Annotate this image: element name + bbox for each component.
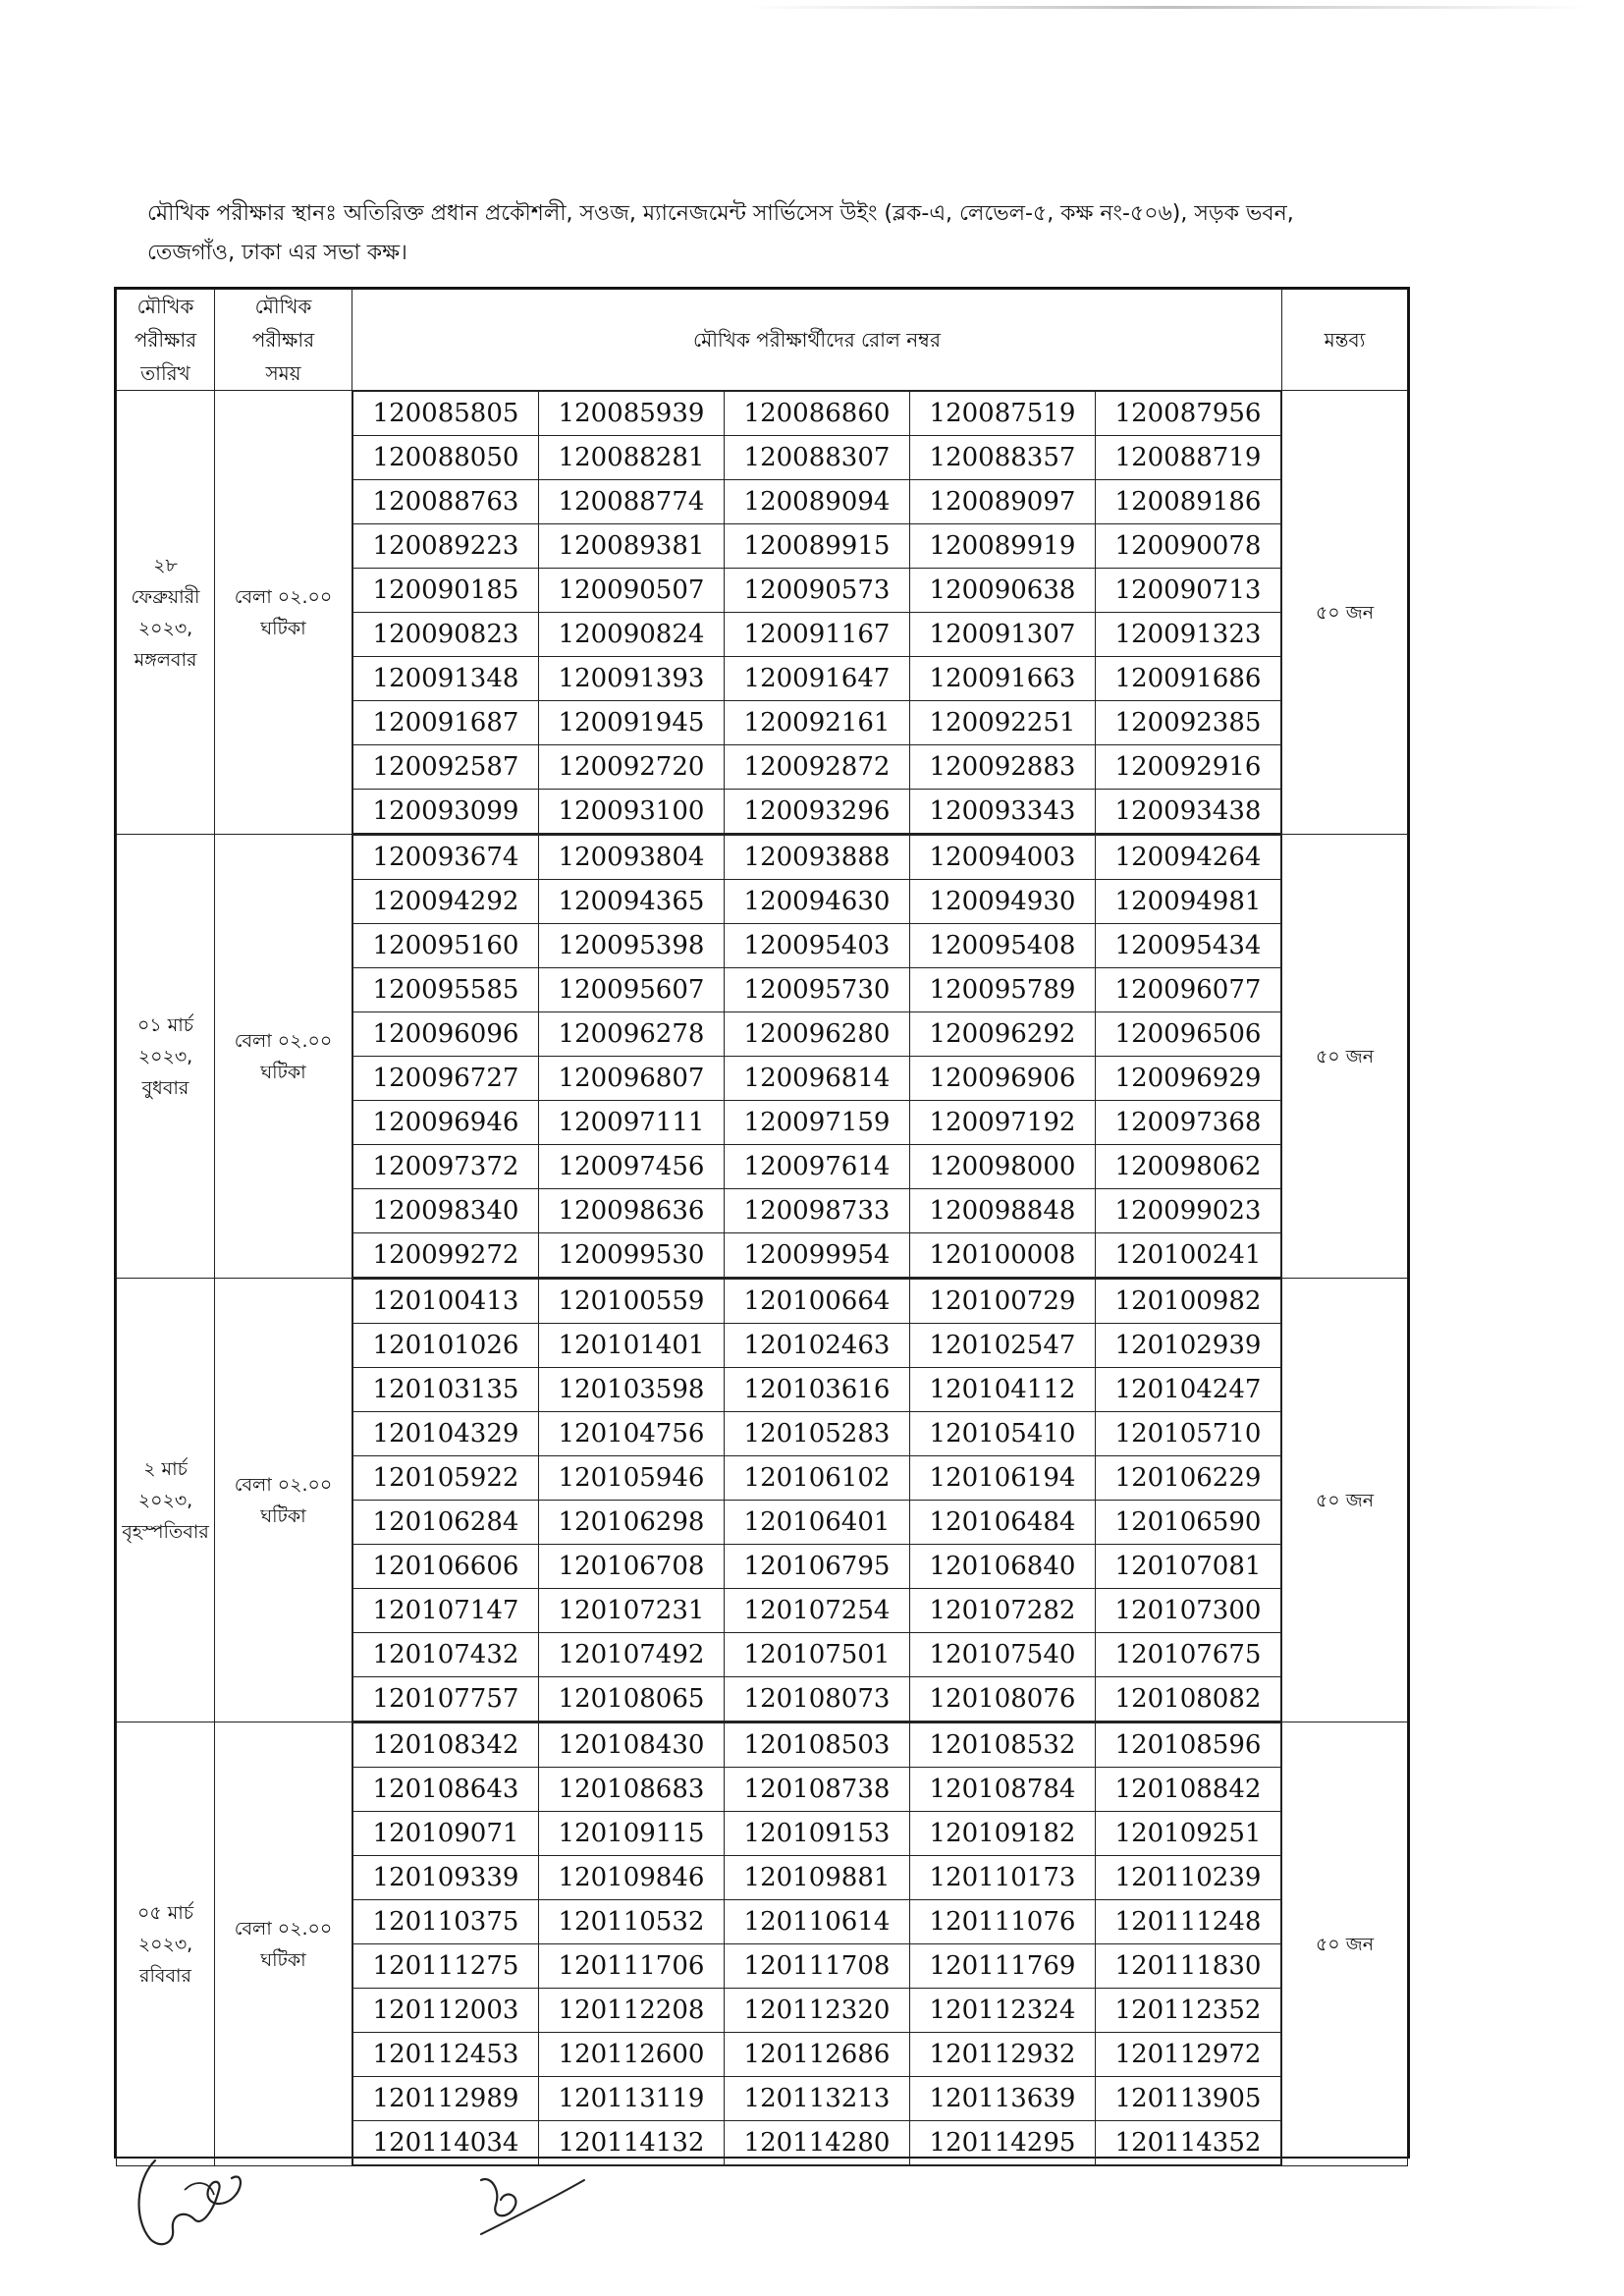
roll-number: 120102547 <box>910 1324 1096 1368</box>
roll-number: 120096946 <box>353 1101 539 1145</box>
roll-number: 120096292 <box>910 1012 1096 1057</box>
exam-date-line: ০১ মার্চ <box>136 1013 194 1036</box>
roll-number: 120093343 <box>910 790 1096 834</box>
roll-number: 120108643 <box>353 1768 539 1812</box>
roll-number: 120086860 <box>725 392 910 436</box>
roll-number: 120108738 <box>725 1768 910 1812</box>
schedule-group-row <box>117 391 1408 835</box>
schedule-group-row <box>117 1722 1408 2166</box>
roll-number: 120110375 <box>353 1900 539 1944</box>
roll-numbers-cell <box>352 1279 1282 1722</box>
roll-number: 120108430 <box>539 1723 725 1768</box>
roll-number: 120095408 <box>910 924 1096 968</box>
scan-artifact <box>746 6 1591 9</box>
roll-number: 120109153 <box>725 1812 910 1856</box>
roll-number: 120095160 <box>353 924 539 968</box>
roll-number: 120106795 <box>725 1545 910 1589</box>
roll-number: 120094003 <box>910 836 1096 880</box>
table-row <box>353 1633 1281 1677</box>
roll-number: 120097614 <box>725 1145 910 1189</box>
roll-number: 120114132 <box>539 2121 725 2165</box>
table-row <box>353 657 1281 701</box>
roll-number: 120088774 <box>539 480 725 524</box>
exam-date-line: ২৮ ফেব্রুয়ারী <box>131 554 200 608</box>
roll-number: 120107254 <box>725 1589 910 1633</box>
table-row <box>353 701 1281 745</box>
roll-number: 120092916 <box>1096 745 1281 790</box>
roll-number: 120108842 <box>1096 1768 1281 1812</box>
roll-number: 120089094 <box>725 480 910 524</box>
roll-number: 120106401 <box>725 1501 910 1545</box>
roll-number: 120092587 <box>353 745 539 790</box>
roll-number: 120110173 <box>910 1856 1096 1900</box>
roll-number: 120110239 <box>1096 1856 1281 1900</box>
roll-number-grid <box>352 1279 1281 1722</box>
table-row <box>353 1768 1281 1812</box>
roll-number: 120091945 <box>539 701 725 745</box>
roll-number: 120093674 <box>353 836 539 880</box>
roll-number: 120100008 <box>910 1233 1096 1278</box>
roll-number: 120108082 <box>1096 1677 1281 1722</box>
roll-number: 120103135 <box>353 1368 539 1412</box>
roll-number: 120109182 <box>910 1812 1096 1856</box>
roll-number: 120107492 <box>539 1633 725 1677</box>
roll-number: 120092872 <box>725 745 910 790</box>
exam-date-line: ০৫ মার্চ <box>136 1901 194 1924</box>
table-header-row <box>117 290 1408 391</box>
roll-number: 120113905 <box>1096 2077 1281 2121</box>
roll-number: 120089223 <box>353 524 539 569</box>
table-row <box>353 1989 1281 2033</box>
remark-cell: ৫০ জন <box>1282 835 1408 1279</box>
roll-number: 120095789 <box>910 968 1096 1012</box>
roll-number: 120097192 <box>910 1101 1096 1145</box>
roll-number: 120090507 <box>539 569 725 613</box>
roll-number: 120088357 <box>910 436 1096 480</box>
roll-number: 120107757 <box>353 1677 539 1722</box>
roll-number: 120108503 <box>725 1723 910 1768</box>
exam-time-cell <box>215 391 352 835</box>
table-row <box>353 968 1281 1012</box>
roll-number: 120107540 <box>910 1633 1096 1677</box>
roll-number: 120106484 <box>910 1501 1096 1545</box>
roll-number: 120104112 <box>910 1368 1096 1412</box>
roll-number: 120112600 <box>539 2033 725 2077</box>
exam-date-cell <box>117 835 215 1279</box>
exam-date-line: ২ মার্চ <box>143 1457 188 1480</box>
header-time: মৌখিক পরীক্ষার সময় <box>215 290 352 391</box>
roll-number: 120095434 <box>1096 924 1281 968</box>
remark-cell: ৫০ জন <box>1282 1722 1408 2166</box>
exam-time-line: ঘটিকা <box>260 1061 306 1083</box>
roll-number: 120109251 <box>1096 1812 1281 1856</box>
roll-number: 120085939 <box>539 392 725 436</box>
roll-number: 120112453 <box>353 2033 539 2077</box>
roll-number: 120100729 <box>910 1280 1096 1324</box>
exam-time-line: ঘটিকা <box>260 1948 306 1971</box>
roll-number: 120096278 <box>539 1012 725 1057</box>
exam-time-line: বেলা ০২.০০ <box>234 1473 333 1496</box>
table-row <box>353 1900 1281 1944</box>
exam-date-line: মঙ্গলবার <box>134 648 197 671</box>
roll-number: 120102939 <box>1096 1324 1281 1368</box>
roll-number: 120103598 <box>539 1368 725 1412</box>
roll-number: 120090573 <box>725 569 910 613</box>
roll-number: 120111275 <box>353 1944 539 1989</box>
roll-number: 120097159 <box>725 1101 910 1145</box>
roll-number: 120088719 <box>1096 436 1281 480</box>
roll-number-grid <box>352 391 1281 834</box>
roll-number: 120111830 <box>1096 1944 1281 1989</box>
table-row <box>353 613 1281 657</box>
remark-cell: ৫০ জন <box>1282 391 1408 835</box>
roll-number: 120114295 <box>910 2121 1096 2165</box>
schedule-table-frame <box>114 287 1410 2159</box>
exam-date-line: বৃহস্পতিবার <box>122 1520 209 1543</box>
roll-numbers-cell <box>352 835 1282 1279</box>
roll-number: 120112320 <box>725 1989 910 2033</box>
roll-number: 120087519 <box>910 392 1096 436</box>
roll-number-grid <box>352 835 1281 1278</box>
roll-number: 120089381 <box>539 524 725 569</box>
roll-number: 120093100 <box>539 790 725 834</box>
roll-number: 120105283 <box>725 1412 910 1456</box>
exam-time-line: বেলা ০২.০০ <box>234 1917 333 1940</box>
table-row <box>353 392 1281 436</box>
exam-date-line: ২০২৩, <box>137 617 193 639</box>
roll-number: 120097456 <box>539 1145 725 1189</box>
roll-number: 120094292 <box>353 880 539 924</box>
roll-number: 120090823 <box>353 613 539 657</box>
roll-number: 120103616 <box>725 1368 910 1412</box>
table-row <box>353 1012 1281 1057</box>
roll-number: 120112972 <box>1096 2033 1281 2077</box>
table-row <box>353 1589 1281 1633</box>
roll-number: 120107081 <box>1096 1545 1281 1589</box>
table-row <box>353 836 1281 880</box>
roll-number: 120097372 <box>353 1145 539 1189</box>
roll-number: 120100664 <box>725 1280 910 1324</box>
roll-number: 120105410 <box>910 1412 1096 1456</box>
table-row <box>353 1324 1281 1368</box>
roll-number: 120107282 <box>910 1589 1096 1633</box>
table-row <box>353 1233 1281 1278</box>
roll-number: 120112003 <box>353 1989 539 2033</box>
schedule-group-row <box>117 835 1408 1279</box>
exam-date-cell <box>117 1279 215 1722</box>
roll-number: 120106194 <box>910 1456 1096 1501</box>
roll-number: 120108065 <box>539 1677 725 1722</box>
table-row <box>353 1189 1281 1233</box>
table-row <box>353 1944 1281 1989</box>
roll-number: 120106590 <box>1096 1501 1281 1545</box>
roll-number: 120099272 <box>353 1233 539 1278</box>
roll-number: 120099023 <box>1096 1189 1281 1233</box>
roll-number: 120108073 <box>725 1677 910 1722</box>
schedule-table <box>116 289 1408 2166</box>
roll-number: 120108784 <box>910 1768 1096 1812</box>
exam-date-cell <box>117 1722 215 2166</box>
roll-number: 120091393 <box>539 657 725 701</box>
roll-number: 120107675 <box>1096 1633 1281 1677</box>
venue-line-2: তেজগাঁও, ঢাকা এর সভা কক্ষ। <box>147 241 407 265</box>
roll-number: 120095730 <box>725 968 910 1012</box>
exam-time-line: ঘটিকা <box>260 1504 306 1527</box>
table-row <box>353 1145 1281 1189</box>
roll-number: 120108076 <box>910 1677 1096 1722</box>
roll-number: 120092385 <box>1096 701 1281 745</box>
exam-time-cell <box>215 1722 352 2166</box>
exam-time-line: ঘটিকা <box>260 617 306 639</box>
roll-number: 120113119 <box>539 2077 725 2121</box>
roll-number: 120091348 <box>353 657 539 701</box>
roll-number: 120100559 <box>539 1280 725 1324</box>
roll-number: 120098733 <box>725 1189 910 1233</box>
roll-number: 120114034 <box>353 2121 539 2165</box>
roll-number: 120094365 <box>539 880 725 924</box>
roll-number: 120096506 <box>1096 1012 1281 1057</box>
roll-number: 120093804 <box>539 836 725 880</box>
roll-number: 120109846 <box>539 1856 725 1900</box>
roll-number: 120091687 <box>353 701 539 745</box>
venue-header <box>147 194 1414 273</box>
exam-date-line: ২০২৩, <box>137 1933 193 1955</box>
roll-number: 120093099 <box>353 790 539 834</box>
roll-number: 120106606 <box>353 1545 539 1589</box>
roll-number: 120085805 <box>353 392 539 436</box>
roll-number: 120096807 <box>539 1057 725 1101</box>
roll-number: 120095403 <box>725 924 910 968</box>
roll-number: 120112324 <box>910 1989 1096 2033</box>
roll-number: 120100241 <box>1096 1233 1281 1278</box>
roll-number: 120098000 <box>910 1145 1096 1189</box>
table-row <box>353 1677 1281 1722</box>
roll-number: 120094981 <box>1096 880 1281 924</box>
roll-number: 120089097 <box>910 480 1096 524</box>
roll-number: 120111708 <box>725 1944 910 1989</box>
roll-number: 120092883 <box>910 745 1096 790</box>
roll-number: 120110532 <box>539 1900 725 1944</box>
roll-number: 120094630 <box>725 880 910 924</box>
roll-number: 120099530 <box>539 1233 725 1278</box>
roll-number: 120104329 <box>353 1412 539 1456</box>
roll-number: 120094930 <box>910 880 1096 924</box>
roll-number: 120107501 <box>725 1633 910 1677</box>
signature-left-icon <box>126 2151 263 2259</box>
table-row <box>353 524 1281 569</box>
header-date: মৌখিক পরীক্ষার তারিখ <box>117 290 215 391</box>
roll-number: 120113213 <box>725 2077 910 2121</box>
roll-number: 120106284 <box>353 1501 539 1545</box>
table-row <box>353 569 1281 613</box>
table-row <box>353 790 1281 834</box>
roll-number: 120090185 <box>353 569 539 613</box>
roll-number: 120106298 <box>539 1501 725 1545</box>
roll-number: 120092720 <box>539 745 725 790</box>
roll-number: 120093296 <box>725 790 910 834</box>
roll-number: 120098636 <box>539 1189 725 1233</box>
roll-number: 120097111 <box>539 1101 725 1145</box>
roll-number: 120096077 <box>1096 968 1281 1012</box>
roll-number: 120109339 <box>353 1856 539 1900</box>
roll-number: 120089919 <box>910 524 1096 569</box>
roll-number: 120100413 <box>353 1280 539 1324</box>
roll-number: 120104247 <box>1096 1368 1281 1412</box>
roll-number: 120101026 <box>353 1324 539 1368</box>
table-row <box>353 880 1281 924</box>
header-roll-numbers: মৌখিক পরীক্ষার্থীদের রোল নম্বর <box>352 290 1282 391</box>
roll-number: 120100982 <box>1096 1280 1281 1324</box>
roll-number: 120114352 <box>1096 2121 1281 2165</box>
roll-number: 120106708 <box>539 1545 725 1589</box>
table-row <box>353 1723 1281 1768</box>
table-row <box>353 1101 1281 1145</box>
roll-number: 120092161 <box>725 701 910 745</box>
roll-number: 120091686 <box>1096 657 1281 701</box>
roll-number: 120090078 <box>1096 524 1281 569</box>
roll-number: 120095607 <box>539 968 725 1012</box>
roll-number: 120096906 <box>910 1057 1096 1101</box>
table-row <box>353 2077 1281 2121</box>
table-row <box>353 1368 1281 1412</box>
table-row <box>353 924 1281 968</box>
roll-number: 120096727 <box>353 1057 539 1101</box>
roll-number: 120107147 <box>353 1589 539 1633</box>
roll-number: 120109881 <box>725 1856 910 1900</box>
table-row <box>353 2033 1281 2077</box>
table-row <box>353 1280 1281 1324</box>
exam-date-line: বুধবার <box>141 1076 189 1099</box>
exam-date-line: ২০২৩, <box>137 1045 193 1067</box>
header-remarks: মন্তব্য <box>1282 290 1408 391</box>
roll-number: 120108342 <box>353 1723 539 1768</box>
table-row <box>353 2121 1281 2165</box>
signature-right-icon <box>461 2160 599 2249</box>
roll-number: 120112932 <box>910 2033 1096 2077</box>
table-row <box>353 1456 1281 1501</box>
roll-number: 120101401 <box>539 1324 725 1368</box>
exam-time-line: বেলা ০২.০০ <box>234 585 333 608</box>
roll-number: 120098848 <box>910 1189 1096 1233</box>
roll-number: 120098340 <box>353 1189 539 1233</box>
roll-number: 120112208 <box>539 1989 725 2033</box>
roll-number: 120108596 <box>1096 1723 1281 1768</box>
roll-number: 120089186 <box>1096 480 1281 524</box>
roll-number: 120111076 <box>910 1900 1096 1944</box>
exam-time-line: বেলা ০২.০০ <box>234 1029 333 1052</box>
roll-number: 120108683 <box>539 1768 725 1812</box>
schedule-group-row <box>117 1279 1408 1722</box>
roll-number: 120087956 <box>1096 392 1281 436</box>
roll-number: 120105710 <box>1096 1412 1281 1456</box>
roll-number: 120114280 <box>725 2121 910 2165</box>
roll-number: 120107300 <box>1096 1589 1281 1633</box>
roll-number: 120107231 <box>539 1589 725 1633</box>
table-row <box>353 1545 1281 1589</box>
roll-number: 120111706 <box>539 1944 725 1989</box>
roll-number: 120102463 <box>725 1324 910 1368</box>
roll-numbers-cell <box>352 1722 1282 2166</box>
roll-numbers-cell <box>352 391 1282 835</box>
roll-number: 120098062 <box>1096 1145 1281 1189</box>
roll-number: 120109115 <box>539 1812 725 1856</box>
roll-number: 120091307 <box>910 613 1096 657</box>
roll-number: 120091663 <box>910 657 1096 701</box>
roll-number: 120090713 <box>1096 569 1281 613</box>
roll-number: 120112352 <box>1096 1989 1281 2033</box>
roll-number: 120089915 <box>725 524 910 569</box>
roll-number: 120093888 <box>725 836 910 880</box>
roll-number: 120108532 <box>910 1723 1096 1768</box>
roll-number: 120105946 <box>539 1456 725 1501</box>
roll-number-grid <box>352 1722 1281 2165</box>
roll-number: 120097368 <box>1096 1101 1281 1145</box>
roll-number: 120106229 <box>1096 1456 1281 1501</box>
roll-number: 120090638 <box>910 569 1096 613</box>
roll-number: 120088763 <box>353 480 539 524</box>
roll-number: 120093438 <box>1096 790 1281 834</box>
table-row <box>353 480 1281 524</box>
table-row <box>353 1412 1281 1456</box>
exam-date-line: ২০২৩, <box>137 1489 193 1511</box>
roll-number: 120111248 <box>1096 1900 1281 1944</box>
roll-number: 120113639 <box>910 2077 1096 2121</box>
table-row <box>353 1501 1281 1545</box>
roll-number: 120096929 <box>1096 1057 1281 1101</box>
roll-number: 120112989 <box>353 2077 539 2121</box>
table-row <box>353 1856 1281 1900</box>
roll-number: 120091167 <box>725 613 910 657</box>
roll-number: 120111769 <box>910 1944 1096 1989</box>
roll-number: 120096280 <box>725 1012 910 1057</box>
roll-number: 120105922 <box>353 1456 539 1501</box>
table-row <box>353 1812 1281 1856</box>
roll-number: 120107432 <box>353 1633 539 1677</box>
roll-number: 120096096 <box>353 1012 539 1057</box>
roll-number: 120088050 <box>353 436 539 480</box>
roll-number: 120106102 <box>725 1456 910 1501</box>
roll-number: 120092251 <box>910 701 1096 745</box>
roll-number: 120088307 <box>725 436 910 480</box>
roll-number: 120109071 <box>353 1812 539 1856</box>
roll-number: 120099954 <box>725 1233 910 1278</box>
roll-number: 120110614 <box>725 1900 910 1944</box>
roll-number: 120112686 <box>725 2033 910 2077</box>
roll-number: 120104756 <box>539 1412 725 1456</box>
remark-cell: ৫০ জন <box>1282 1279 1408 1722</box>
roll-number: 120096814 <box>725 1057 910 1101</box>
exam-time-cell <box>215 835 352 1279</box>
table-row <box>353 1057 1281 1101</box>
table-row <box>353 745 1281 790</box>
roll-number: 120094264 <box>1096 836 1281 880</box>
roll-number: 120091647 <box>725 657 910 701</box>
roll-number: 120090824 <box>539 613 725 657</box>
table-row <box>353 436 1281 480</box>
exam-date-cell <box>117 391 215 835</box>
roll-number: 120091323 <box>1096 613 1281 657</box>
exam-time-cell <box>215 1279 352 1722</box>
exam-date-line: রবিবার <box>139 1964 191 1987</box>
roll-number: 120106840 <box>910 1545 1096 1589</box>
roll-number: 120088281 <box>539 436 725 480</box>
venue-line-1: মৌখিক পরীক্ষার স্থানঃ অতিরিক্ত প্রধান প্রকৌশলী, সওজ, ম্যানেজমেন্ট সার্ভিসেস উইং (ব্লক-এ, লেভেল-৫, কক্ষ নং-৫০৬), সড়ক ভবন, <box>147 201 1294 226</box>
roll-number: 120095585 <box>353 968 539 1012</box>
roll-number: 120095398 <box>539 924 725 968</box>
